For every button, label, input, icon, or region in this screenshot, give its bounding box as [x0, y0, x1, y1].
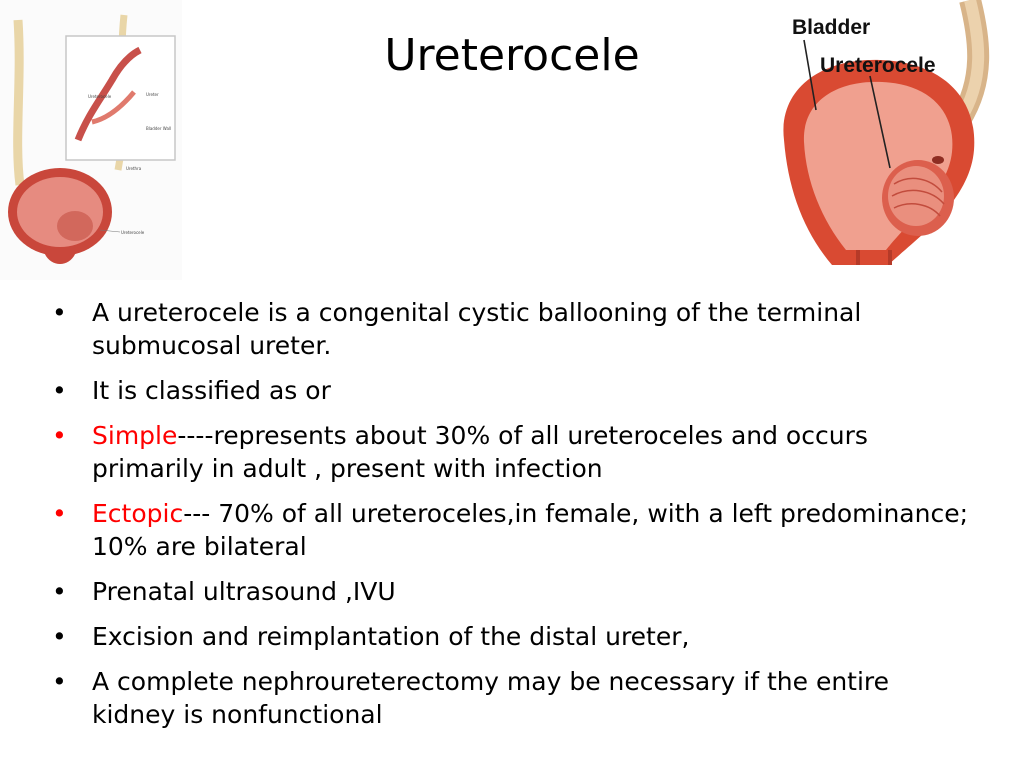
bullet-item-2 [50, 374, 970, 407]
left-label-5: Ureterocele [121, 230, 145, 235]
bullet-text: Prenatal ultrasound ,IVU [92, 577, 396, 606]
bullet-list [50, 296, 970, 743]
left-label-4: Urethra [126, 166, 142, 171]
bladder-ureterocele-diagram [770, 0, 1024, 265]
bullet-item-1 [50, 296, 970, 362]
bullet-item-4 [50, 497, 970, 563]
bullet-keyword-simple: Simple [92, 421, 178, 450]
bullet-dot: • [52, 499, 67, 528]
bullet-item-7 [50, 665, 970, 731]
bullet-text: It is classified as or [92, 376, 331, 405]
bullet-text: ----represents about 30% of all ureteroceles and occurs primarily in adult , present with infection [92, 421, 868, 483]
label-ureterocele: Ureterocele [820, 54, 936, 77]
bullet-dot: • [52, 421, 67, 450]
bullet-text: A complete nephroureterectomy may be necessary if the entire kidney is nonfunctional [92, 667, 890, 729]
bullet-dot: • [52, 298, 67, 327]
bullet-item-6 [50, 620, 970, 653]
label-bladder: Bladder [792, 16, 871, 39]
left-label-2: Ureter [146, 92, 159, 97]
ureterocele-diagram-left [0, 0, 182, 280]
bullet-text: --- 70% of all ureteroceles,in female, with a left predominance; 10% are bilateral [92, 499, 969, 561]
bullet-item-5 [50, 575, 970, 608]
bullet-text: A ureterocele is a congenital cystic ballooning of the terminal submucosal ureter. [92, 298, 862, 360]
bullet-dot: • [52, 622, 67, 651]
left-label-3: Bladder Wall [146, 126, 172, 131]
bullet-dot: • [52, 376, 67, 405]
slide-title: Ureterocele [384, 30, 640, 81]
left-label-1: Ureterocele [88, 94, 112, 99]
bullet-item-3 [50, 419, 970, 485]
bullet-keyword-ectopic: Ectopic [92, 499, 184, 528]
bullet-dot: • [52, 577, 67, 606]
bullet-text: Excision and reimplantation of the distal ureter, [92, 622, 690, 651]
bullet-dot: • [52, 667, 67, 696]
